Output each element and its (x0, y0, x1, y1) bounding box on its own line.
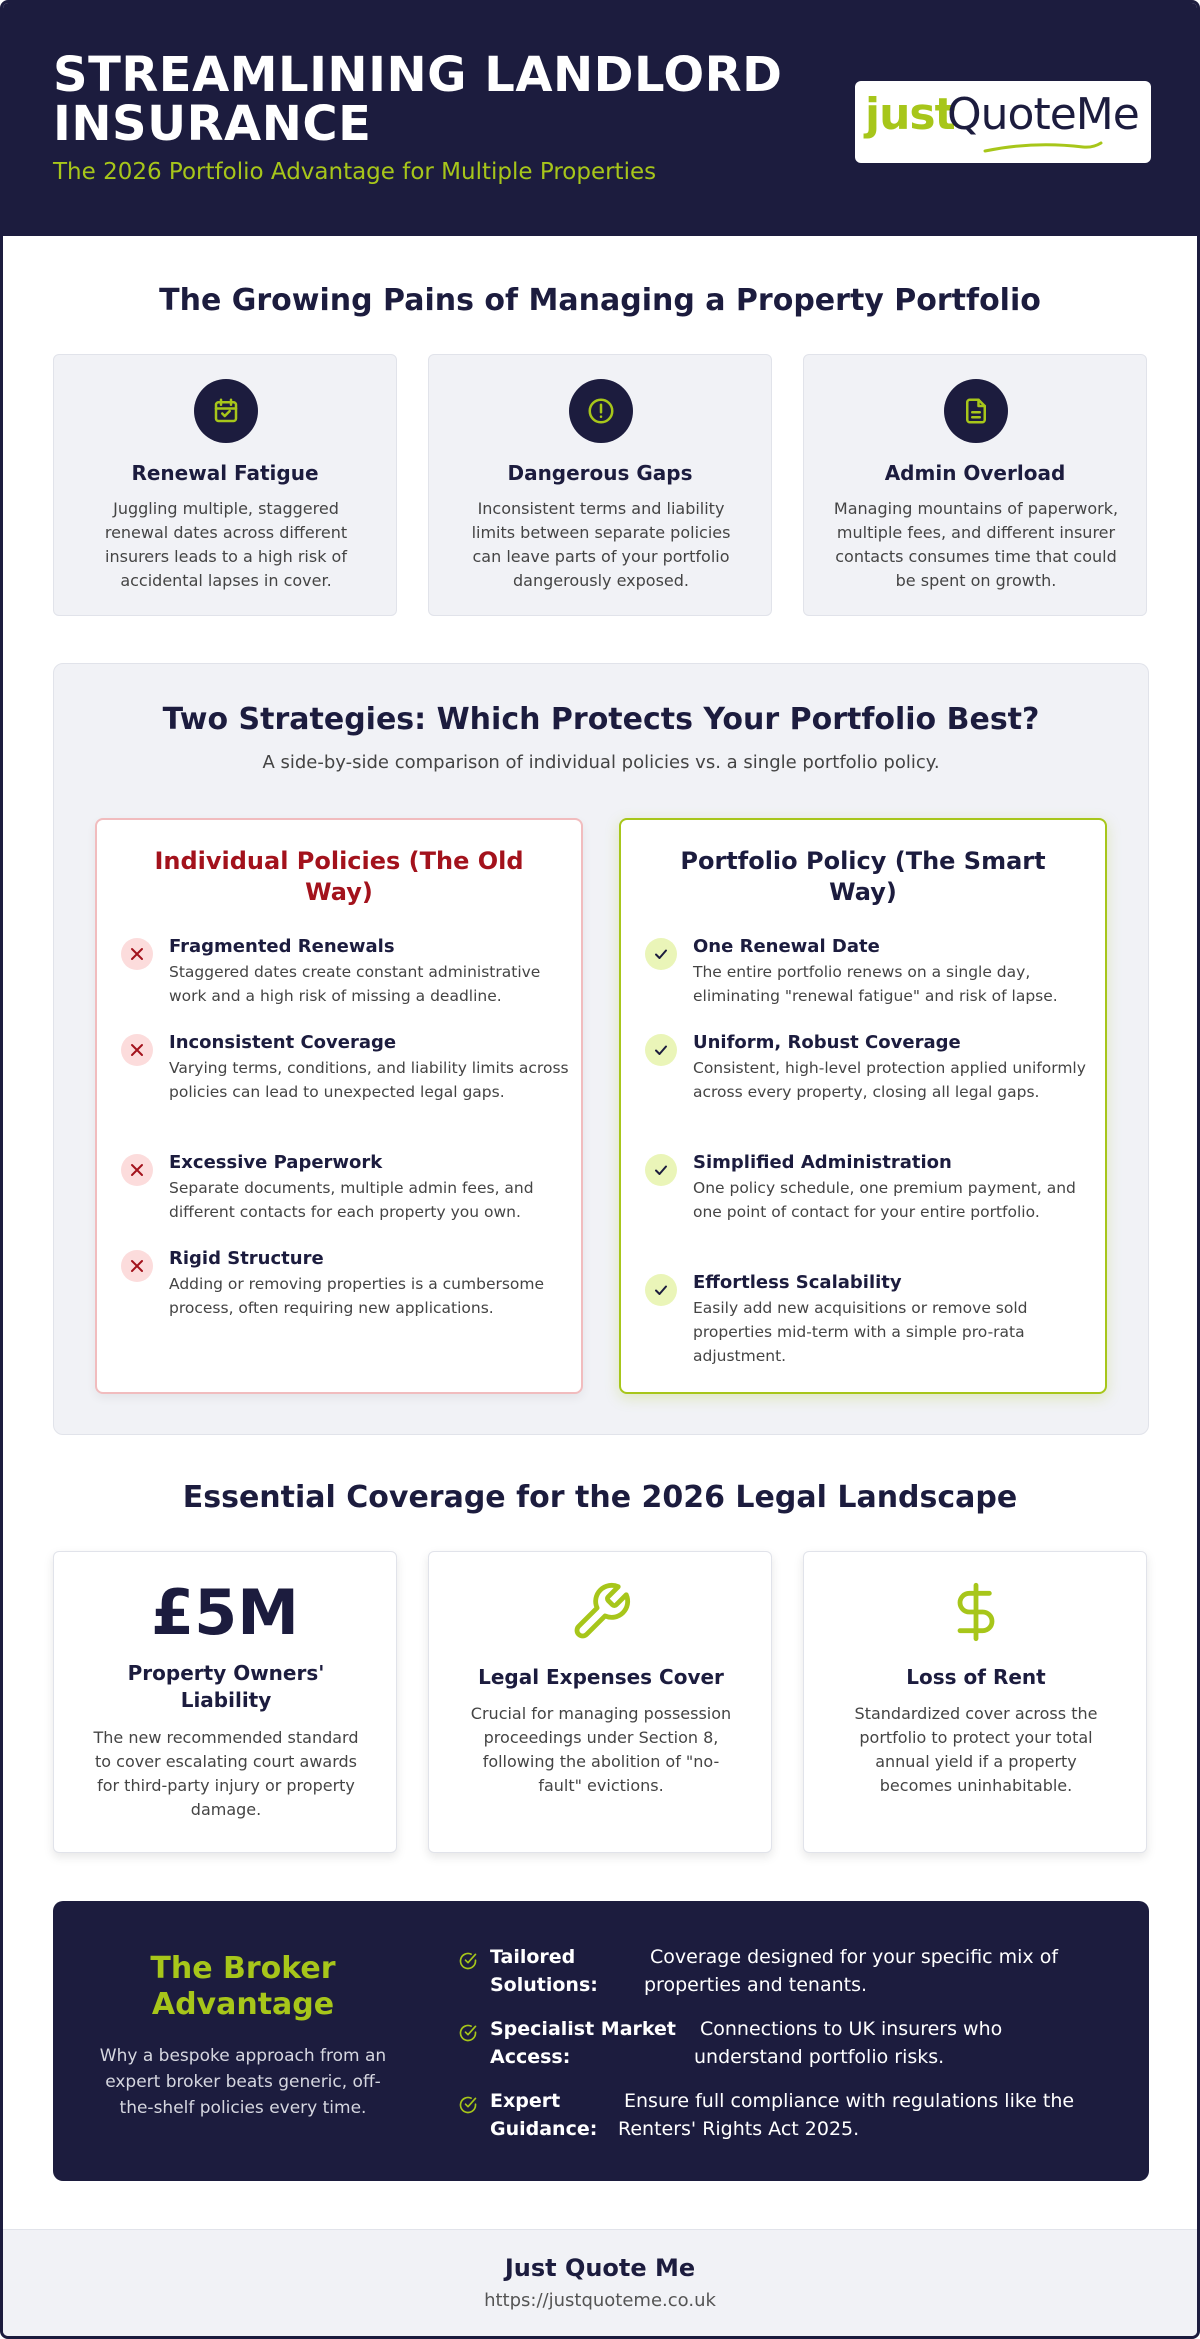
broker-item-text: Connections to UK insurers who understand portfolio risks. (694, 2018, 1003, 2068)
footer (3, 2229, 1197, 2339)
broker-item-label: Expert Guidance: (490, 2090, 598, 2140)
logo-swoosh-icon (983, 139, 1103, 155)
header (3, 3, 1197, 236)
item-text: Consistent, high-level protection applied uniformly across every property, closing all legal gaps. (693, 1059, 1086, 1101)
item-title: Effortless Scalability (693, 1272, 902, 1293)
logo[interactable] (855, 81, 1151, 163)
pain-card-renewal (53, 354, 397, 616)
check-circle-icon (458, 1951, 478, 1971)
item-title: Simplified Administration (693, 1152, 952, 1173)
item-title: Inconsistent Coverage (169, 1032, 397, 1053)
pain-card-admin (803, 354, 1147, 616)
item-title: Excessive Paperwork (169, 1152, 383, 1173)
item-text: One policy schedule, one premium payment, and one point of contact for your entire portfolio. (693, 1179, 1076, 1221)
pain-card-text: Managing mountains of paperwork, multiple fees, and different insurer contacts consumes time that could be spent on growth. (833, 499, 1119, 590)
cross-icon (121, 1250, 153, 1282)
strategy-subtitle: A side-by-side comparison of individual policies vs. a single portfolio policy. (262, 752, 940, 773)
smart-way-card (619, 818, 1107, 1394)
alert-icon (569, 379, 633, 443)
broker-item-text: Ensure full compliance with regulations like the Renters' Rights Act 2025. (618, 2090, 1075, 2140)
pain-card-text: Inconsistent terms and liability limits between separate policies can leave parts of your portfolio dangerously exposed. (471, 499, 731, 590)
broker-item-text: Coverage designed for your specific mix of properties and tenants. (644, 1946, 1059, 1996)
footer-brand: Just Quote Me (504, 2254, 696, 2282)
check-icon (645, 1154, 677, 1186)
logo-quoteme: QuoteMe (947, 89, 1139, 140)
coverage-card-text: Crucial for managing possession proceedings under Section 8, following the abolition of "no-fault" evictions. (470, 1704, 732, 1795)
pain-card-title: Renewal Fatigue (131, 461, 319, 485)
coverage-card-title: Legal Expenses Cover (478, 1665, 724, 1689)
broker-item-label: Tailored Solutions: (490, 1946, 598, 1996)
pain-card-title: Admin Overload (884, 461, 1066, 485)
item-text: Varying terms, conditions, and liability limits across policies can lead to unexpected legal gaps. (169, 1059, 569, 1101)
broker-item-label: Specialist Market Access: (490, 2018, 676, 2068)
logo-just: just (865, 89, 955, 140)
coverage-card-text: The new recommended standard to cover escalating court awards for third-party injury or property damage. (93, 1728, 359, 1819)
strategy-title: Two Strategies: Which Protects Your Portfolio Best? (162, 702, 1040, 737)
check-icon (645, 1274, 677, 1306)
check-icon (645, 938, 677, 970)
check-icon (645, 1034, 677, 1066)
item-title: Uniform, Robust Coverage (693, 1032, 961, 1053)
footer-url-link[interactable]: https://justquoteme.co.uk (484, 2290, 716, 2311)
wrench-icon (569, 1580, 633, 1644)
pain-card-gaps (428, 354, 772, 616)
coverage-title: Essential Coverage for the 2026 Legal Landscape (182, 1480, 1018, 1515)
document-icon (944, 379, 1008, 443)
strategy-panel (53, 663, 1149, 1435)
coverage-card-legal (428, 1551, 772, 1853)
pain-card-text: Juggling multiple, staggered renewal dates across different insurers leads to a high risk of accidental lapses in cover. (104, 499, 348, 590)
item-text: Adding or removing properties is a cumbersome process, often requiring new applications. (169, 1275, 545, 1317)
coverage-card-liability (53, 1551, 397, 1853)
item-title: Rigid Structure (169, 1248, 324, 1269)
item-title: Fragmented Renewals (169, 936, 395, 957)
calendar-icon (194, 379, 258, 443)
check-circle-icon (458, 2095, 478, 2115)
broker-description: Why a bespoke approach from an expert broker beats generic, off-the-shelf policies every time. (99, 2046, 387, 2118)
item-text: Separate documents, multiple admin fees, and different contacts for each property you own. (169, 1179, 534, 1221)
old-way-title: Individual Policies (The Old Way) (154, 847, 524, 906)
smart-way-title: Portfolio Policy (The Smart Way) (680, 847, 1046, 906)
item-text: The entire portfolio renews on a single day, eliminating "renewal fatigue" and risk of lapse. (693, 963, 1058, 1005)
item-title: One Renewal Date (693, 936, 880, 957)
broker-panel (53, 1901, 1149, 2181)
coverage-card-title: Loss of Rent (906, 1665, 1046, 1689)
coverage-card-rent (803, 1551, 1147, 1853)
coverage-card-text: Standardized cover across the portfolio to protect your total annual yield if a property becomes uninhabitable. (854, 1704, 1098, 1795)
check-circle-icon (458, 2023, 478, 2043)
pains-title: The Growing Pains of Managing a Property Portfolio (159, 283, 1041, 318)
liability-amount: £5M (151, 1576, 299, 1649)
item-text: Easily add new acquisitions or remove sold properties mid-term with a simple pro-rata adjustment. (693, 1299, 1028, 1365)
cross-icon (121, 1034, 153, 1066)
cross-icon (121, 1154, 153, 1186)
old-way-card (95, 818, 583, 1394)
page-title: STREAMLINING LANDLORD INSURANCE (53, 47, 783, 152)
cross-icon (121, 938, 153, 970)
page-subtitle: The 2026 Portfolio Advantage for Multiple Properties (53, 159, 657, 185)
pain-card-title: Dangerous Gaps (507, 461, 693, 485)
coverage-card-title: Property Owners' Liability (127, 1661, 325, 1712)
broker-title: The Broker Advantage (150, 1951, 336, 2022)
item-text: Staggered dates create constant administrative work and a high risk of missing a deadline. (169, 963, 541, 1005)
dollar-icon (944, 1580, 1008, 1644)
